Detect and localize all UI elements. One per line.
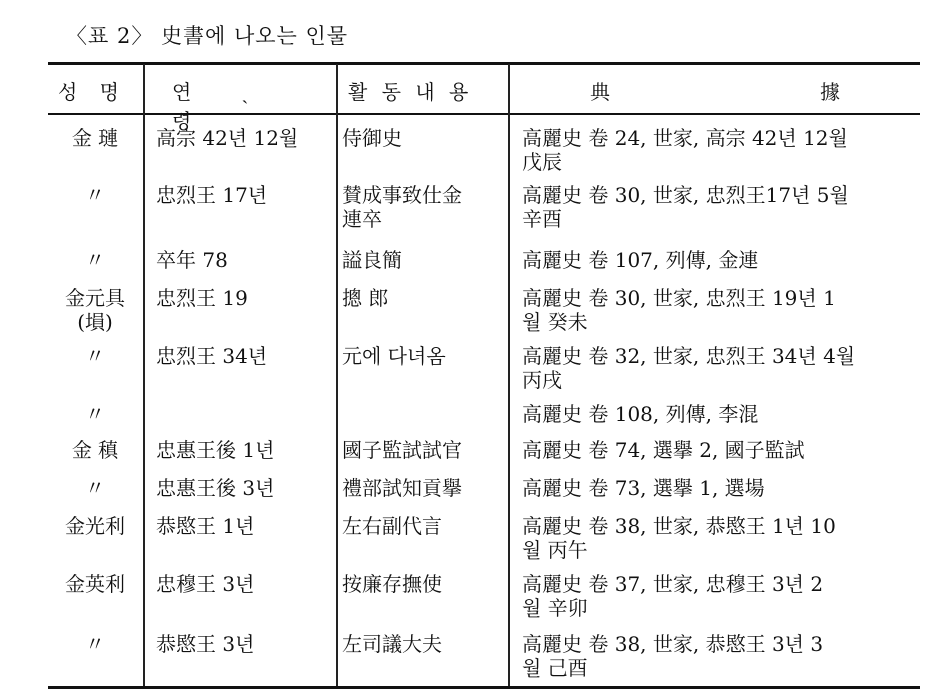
column-divider bbox=[143, 64, 145, 686]
row-7-activity: 國子監試試官 bbox=[342, 438, 462, 462]
row-2-activity: 賛成事致仕金 連卒 bbox=[342, 183, 462, 231]
row-9-name: 金光利 bbox=[65, 514, 125, 538]
row-1-activity: 侍御史 bbox=[342, 126, 402, 150]
header-source-1: 典 bbox=[590, 80, 610, 104]
row-4-name: 金元具 (塤) bbox=[65, 286, 125, 334]
row-2-age: 忠烈王 17년 bbox=[156, 183, 268, 207]
row-3-age: 卒年 78 bbox=[156, 248, 228, 272]
top-rule bbox=[48, 62, 920, 65]
header-name: 성 명 bbox=[58, 80, 127, 104]
row-8-age: 忠惠王後 3년 bbox=[156, 476, 275, 500]
header-age: 연 ˎ 령 bbox=[172, 80, 271, 133]
row-7-name: 金 稹 bbox=[71, 438, 119, 462]
row-9-age: 恭愍王 1년 bbox=[156, 514, 255, 538]
row-1-name: 金 璉 bbox=[71, 126, 119, 150]
row-4-source: 高麗史 卷 30, 世家, 忠烈王 19년 1 월 癸未 bbox=[522, 286, 836, 334]
row-10-source: 高麗史 卷 37, 世家, 忠穆王 3년 2 월 辛卯 bbox=[522, 572, 824, 620]
table-caption: 〈표 2〉 史書에 나오는 인물 bbox=[66, 24, 349, 48]
row-2-name: 〃 bbox=[85, 183, 105, 207]
row-5-age: 忠烈王 34년 bbox=[156, 344, 268, 368]
row-11-age: 恭愍王 3년 bbox=[156, 632, 255, 656]
row-4-activity: 摠 郎 bbox=[342, 286, 389, 310]
row-4-age: 忠烈王 19 bbox=[156, 286, 248, 310]
row-5-source: 高麗史 卷 32, 世家, 忠烈王 34년 4월 丙戌 bbox=[522, 344, 856, 392]
row-11-source: 高麗史 卷 38, 世家, 恭愍王 3년 3 월 己酉 bbox=[522, 632, 824, 680]
row-5-activity: 元에 다녀옴 bbox=[342, 344, 446, 368]
column-divider bbox=[336, 64, 338, 686]
header-activity: 활 동 내 용 bbox=[348, 80, 473, 104]
row-7-source: 高麗史 卷 74, 選擧 2, 國子監試 bbox=[522, 438, 805, 462]
row-3-name: 〃 bbox=[85, 248, 105, 272]
row-5-name: 〃 bbox=[85, 344, 105, 368]
row-3-activity: 謚良簡 bbox=[342, 248, 402, 272]
row-9-activity: 左右副代言 bbox=[342, 514, 442, 538]
column-divider bbox=[508, 64, 510, 686]
bottom-rule bbox=[48, 686, 920, 689]
row-3-source: 高麗史 卷 107, 列傳, 金連 bbox=[522, 248, 759, 272]
row-1-source: 高麗史 卷 24, 世家, 高宗 42년 12월 戊辰 bbox=[522, 126, 848, 174]
row-7-age: 忠惠王後 1년 bbox=[156, 438, 275, 462]
row-8-name: 〃 bbox=[85, 476, 105, 500]
row-11-activity: 左司議大夫 bbox=[342, 632, 442, 656]
row-2-source: 高麗史 卷 30, 世家, 忠烈王17년 5월 辛酉 bbox=[522, 183, 849, 231]
row-8-source: 高麗史 卷 73, 選擧 1, 選場 bbox=[522, 476, 765, 500]
row-10-activity: 按廉存撫使 bbox=[342, 572, 442, 596]
row-9-source: 高麗史 卷 38, 世家, 恭愍王 1년 10 월 丙午 bbox=[522, 514, 836, 562]
header-source-2: 據 bbox=[820, 80, 840, 104]
row-11-name: 〃 bbox=[85, 632, 105, 656]
row-6-source: 高麗史 卷 108, 列傳, 李混 bbox=[522, 402, 759, 426]
row-1-age: 高宗 42년 12월 bbox=[156, 126, 299, 150]
row-10-age: 忠穆王 3년 bbox=[156, 572, 255, 596]
row-10-name: 金英利 bbox=[65, 572, 125, 596]
row-8-activity: 禮部試知貢擧 bbox=[342, 476, 462, 500]
row-6-name: 〃 bbox=[85, 402, 105, 426]
